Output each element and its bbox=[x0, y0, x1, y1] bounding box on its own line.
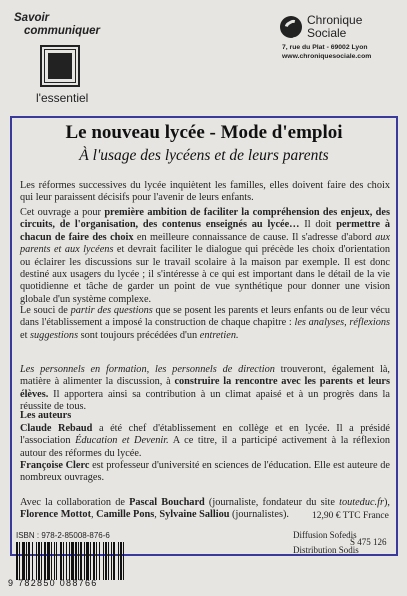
paragraph-intro: Les réformes successives du lycée inquiètent les familles, elles doivent faire des choix qui leur paraissent décisifs pour l'avenir de leurs enfants. bbox=[20, 180, 390, 204]
author-bio-rebaud: Claude Rebaud a été chef d'établissement en collège et en lycée. Il a présidé l'association Éducation et Devenir. A ce titre, il a participé activement à la réflexion autour des réformes du lycée. bbox=[20, 423, 390, 459]
book-title: Le nouveau lycée - Mode d'emploi bbox=[65, 122, 343, 143]
publisher-logo-icon bbox=[280, 16, 302, 38]
authors-heading: Les auteurs bbox=[20, 410, 72, 421]
distribution-sofedis: Diffusion Sofedis bbox=[293, 530, 357, 540]
barcode bbox=[16, 542, 222, 580]
barcode-digits: 9 782850 088766 bbox=[8, 578, 98, 588]
isbn: ISBN : 978-2-85008-876-6 bbox=[16, 531, 110, 540]
collaborators: Avec la collaboration de Pascal Bouchard (journaliste, fondateur du site touteduc.fr), Florence Mottot, Camille Pons, Sylvaine Salliou (journalistes). bbox=[20, 497, 390, 521]
publisher-name bbox=[307, 14, 362, 40]
collection-name bbox=[14, 12, 124, 38]
publisher-address: 7, rue du Plat - 69002 Lyon bbox=[282, 44, 368, 51]
barcode-space bbox=[124, 542, 126, 580]
publisher-contact bbox=[282, 43, 371, 61]
collection-line-1: Savoir bbox=[14, 12, 50, 24]
book-subtitle: À l'usage des lycéens et de leurs parents bbox=[79, 147, 329, 164]
paragraph-ambition: Cet ouvrage a pour première ambition de faciliter la compréhension des enjeux, des circuits, de l'organisation, des contenus enseignés au lycée… Il doit permettre à chacun de faire des choix en meilleure connaissance de cause. Il s'adresse d'abord aux parents et aux lycéens et devrait faciliter le dialogue qui précède les choix d'orientation ou éclairer les discussions sur le travail scolaire à la maison par exemple. Il est donc destiné aux usagers du lycée ; il s'intéresse à ce qui est important dans le détail de la vie quotidienne et tâche de garder un point de vue synthétique pour donner une vision globale d'un système complexe. bbox=[20, 207, 391, 305]
collection-label: l'essentiel bbox=[36, 91, 89, 105]
distribution-sodis: Distribution Sodis bbox=[293, 545, 359, 555]
publisher-website: www.chroniquesociale.com bbox=[282, 53, 372, 60]
publisher-name-line-2: Sociale bbox=[307, 26, 347, 40]
collection-logo-core bbox=[48, 53, 72, 79]
publisher-name-line-1: Chronique bbox=[307, 13, 363, 27]
collection-line-2: communiquer bbox=[24, 25, 101, 37]
paragraph-method: Le souci de partir des questions que se posent les parents et leurs enfants ou de leur vécu dans l'établissement a imposé la construction de chaque chapitre : les analyses, réflexions et suggestions sont toujours précédées d'un entretien. bbox=[20, 305, 391, 341]
product-code: S 475 126 bbox=[350, 537, 387, 547]
paragraph-audience: Les personnels en formation, les personnels de direction trouveront, également là, matière à alimenter la discussion, à construire la rencontre avec les parents et leurs élèves. Il apportera ainsi sa contribution à un climat apaisé et à un progrès dans la réussite de tous. bbox=[20, 364, 390, 413]
author-bio-clerc: Françoise Clerc est professeur d'université en sciences de l'éducation. Elle est auteure de nombreux ouvrages. bbox=[20, 460, 390, 484]
price: 12,90 € TTC France bbox=[312, 511, 389, 521]
